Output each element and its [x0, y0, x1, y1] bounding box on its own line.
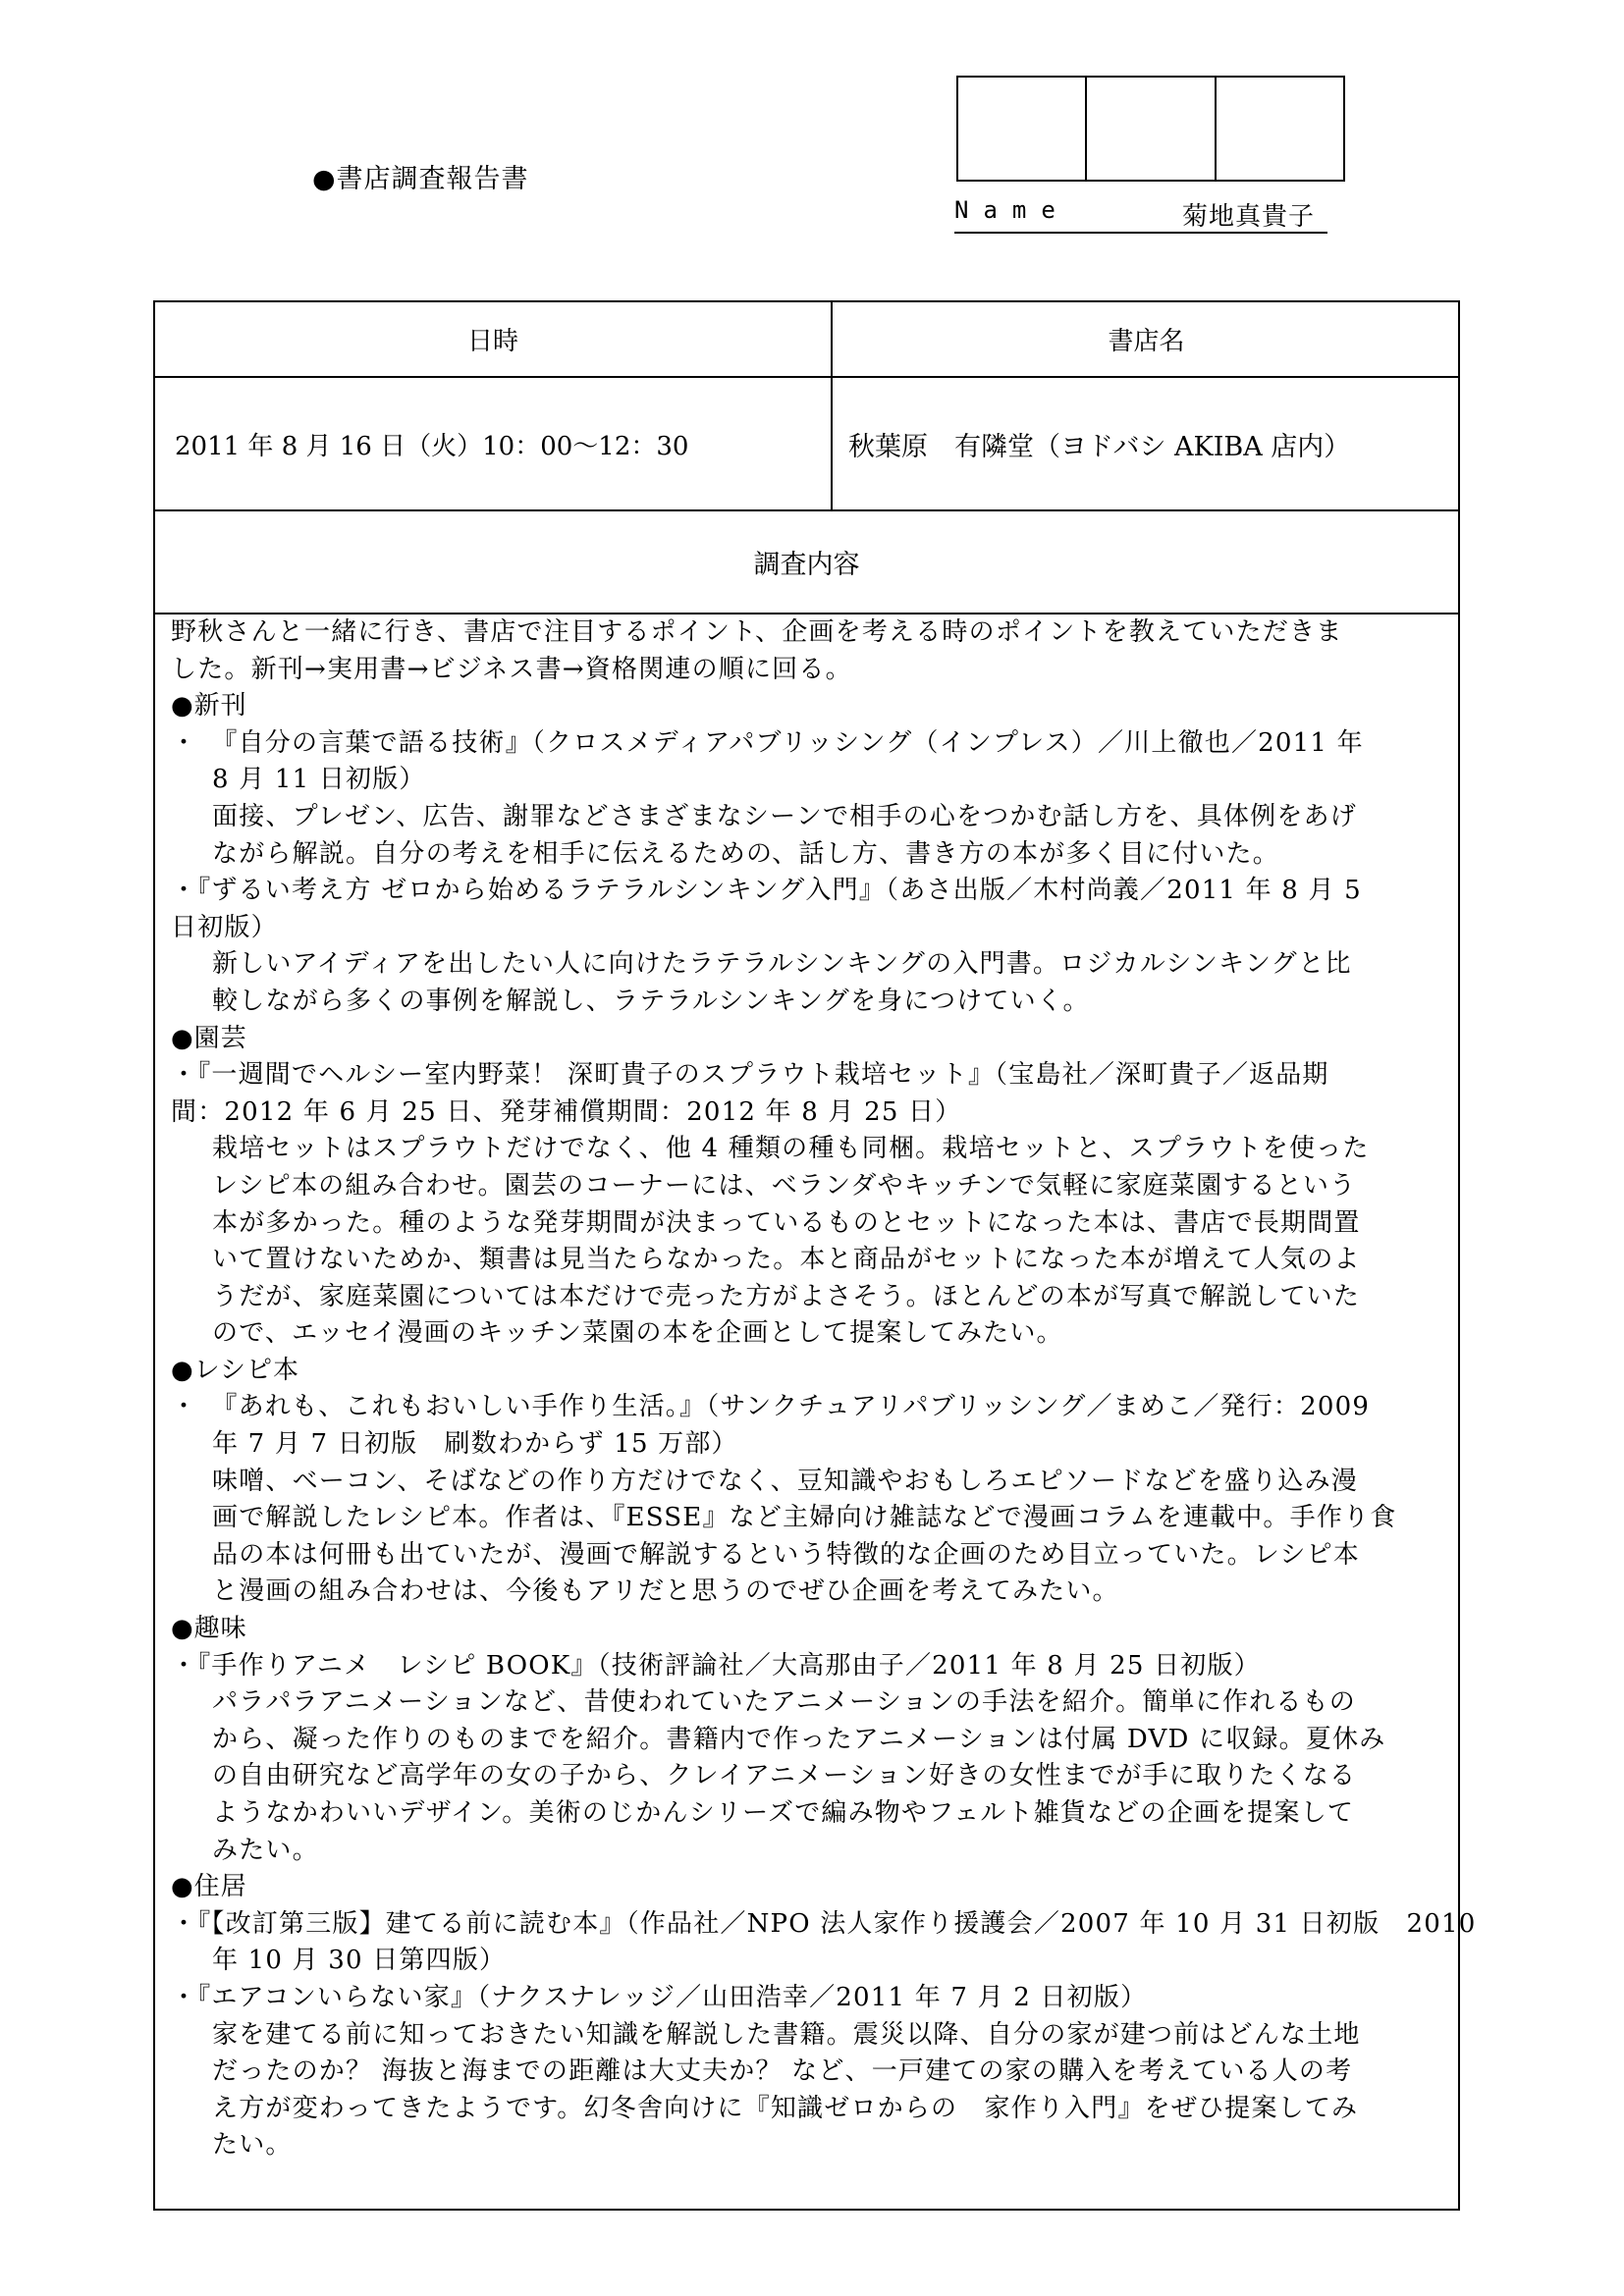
header-row [155, 302, 1458, 378]
body-line: から、凝った作りのものまでを紹介。書籍内で作ったアニメーションは付属 DVD に収録。夏休み [212, 1724, 1386, 1754]
body-line: 面接、プレゼン、広告、謝罪などさまざまなシーンで相手の心をつかむ話し方を、具体例をあげ [212, 801, 1357, 831]
section-heading: ●住居 [171, 1872, 247, 1902]
column-divider [831, 302, 833, 509]
body-line: うだが、家庭菜園については本だけで売った方がよさそう。ほとんどの本が写真で解説していた [212, 1281, 1361, 1311]
body-line: ので、エッセイ漫画のキッチン菜園の本を企画として提案してみたい。 [212, 1318, 1063, 1349]
body-line: 品の本は何冊も出ていたが、漫画で解説するという特徴的な企画のため目立っていた。レシピ本 [212, 1539, 1360, 1570]
body-line: 新しいアイディアを出したい人に向けたラテラルシンキングの入門書。ロジカルシンキングと比 [212, 949, 1352, 980]
report-table [153, 300, 1477, 2211]
body-line: ながら解説。自分の考えを相手に伝えるための、話し方、書き方の本が多く目に付いた。 [212, 838, 1279, 869]
stamp-box [1087, 78, 1216, 180]
store-value: 秋葉原 有隣堂（ヨドバシ AKIBA 店内） [848, 431, 1351, 462]
book-entry: ・ 『自分の言葉で語る技術』（クロスメディアパブリッシング（インプレス）／川上徹也／2011 年 [171, 727, 1364, 758]
section-heading: ●趣味 [171, 1614, 247, 1644]
content-header: 調査内容 [155, 511, 1458, 614]
stamp-box [958, 78, 1087, 180]
section-heading: ●園芸 [171, 1023, 247, 1053]
book-entry: ・『【改訂第三版】建てる前に読む本』（作品社／NPO 法人家作り援護会／2007 年 10 月 31 日初版 2010 [171, 1908, 1477, 1939]
body-line: 野秋さんと一緒に行き、書店で注目するポイント、企画を考える時のポイントを教えていただきま [171, 617, 1343, 647]
section-heading: ●新刊 [171, 691, 247, 721]
name-label: Name [954, 196, 1070, 224]
body-line: 年 7 月 7 日初版 刷数わからず 15 万部） [212, 1429, 738, 1460]
book-entry: ・ 『あれも、これもおいしい手作り生活。』（サンクチュアリパブリッシング／まめこ／発行：2009 [171, 1392, 1371, 1422]
body-line: いて置けないためか、類書は見当たらなかった。本と商品がセットになった本が増えて人気のよ [212, 1245, 1361, 1275]
body-line: パラパラアニメーションなど、昔使われていたアニメーションの手法を紹介。簡単に作れるもの [212, 1687, 1356, 1718]
body-line: え方が変わってきたようです。幻冬舎向けに『知識ゼロからの 家作り入門』をぜひ提案してみ [212, 2093, 1359, 2123]
stamp-boxes [956, 76, 1345, 182]
date-value: 2011 年 8 月 16 日（火）10：00〜12：30 [175, 431, 689, 461]
body-line: した。新刊→実用書→ビジネス書→資格関連の順に回る。 [171, 654, 852, 684]
body-line: 較しながら多くの事例を解説し、ラテラルシンキングを身につけていく。 [212, 986, 1090, 1016]
body-line: 味噌、ベーコン、そばなどの作り方だけでなく、豆知識やおもしろエピソードなどを盛り込み漫 [212, 1466, 1359, 1496]
store-header: 書店名 [1108, 327, 1185, 356]
body-line: みたい。 [212, 1835, 319, 1865]
name-value: 菊地真貴子 [1182, 202, 1316, 232]
body-line: レシピ本の組み合わせ。園芸のコーナーには、ベランダやキッチンで気軽に家庭菜園するという [212, 1170, 1357, 1201]
body-line: 年 10 月 30 日第四版） [212, 1946, 507, 1976]
book-entry: ・『一週間でヘルシー室内野菜！ 深町貴子のスプラウト栽培セット』（宝島社／深町貴子／返品期 [171, 1060, 1329, 1091]
body-line: 栽培セットはスプラウトだけでなく、他 4 種類の種も同梱。栽培セットと、スプラウトを使った [212, 1134, 1370, 1164]
body-line: 間：2012 年 6 月 25 日、発芽補償期間：2012 年 8 月 25 日） [171, 1096, 962, 1127]
name-line [954, 196, 1327, 234]
body-line: 8 月 11 日初版） [212, 765, 426, 795]
book-entry: ・『手作りアニメ レシピ BOOK』（技術評論社／大高那由子／2011 年 8 月 25 日初版） [171, 1650, 1261, 1681]
body-line: ようなかわいいデザイン。美術のじかんシリーズで編み物やフェルト雑貨などの企画を提案して [212, 1798, 1355, 1828]
body-line: 日初版） [171, 912, 278, 942]
body-line: 画で解説したレシピ本。作者は、『ESSE』など主婦向け雑誌などで漫画コラムを連載中。手作り食 [212, 1503, 1397, 1533]
section-heading: ●レシピ本 [171, 1355, 300, 1385]
info-row [155, 378, 1458, 511]
report-body [171, 614, 1477, 2164]
document-title: ●書店調査報告書 [312, 164, 529, 194]
body-line: 本が多かった。種のような発芽期間が決まっているものとセットになった本は、書店で長期間置 [212, 1207, 1361, 1238]
book-entry: ・『エアコンいらない家』（ナクスナレッジ／山田浩幸／2011 年 7 月 2 日初版） [171, 1982, 1148, 2012]
stamp-box [1217, 78, 1343, 180]
body-line: 家を建てる前に知っておきたい知識を解説した書籍。震災以降、自分の家が建つ前はどんな土地 [212, 2019, 1361, 2050]
body-line: の自由研究など高学年の女の子から、クレイアニメーション好きの女性までが手に取りたくなる [212, 1761, 1357, 1791]
body-line: だったのか？ 海抜と海までの距離は大丈夫か？ など、一戸建ての家の購入を考えている人の考 [212, 2056, 1353, 2087]
body-line: と漫画の組み合わせは、今後もアリだと思うのでぜひ企画を考えてみたい。 [212, 1576, 1119, 1607]
body-line: たい。 [212, 2130, 293, 2161]
book-entry: ・『ずるい考え方 ゼロから始めるラテラルシンキング入門』（あさ出版／木村尚義／2011 年 8 月 5 [171, 876, 1362, 906]
date-header: 日時 [466, 327, 518, 356]
